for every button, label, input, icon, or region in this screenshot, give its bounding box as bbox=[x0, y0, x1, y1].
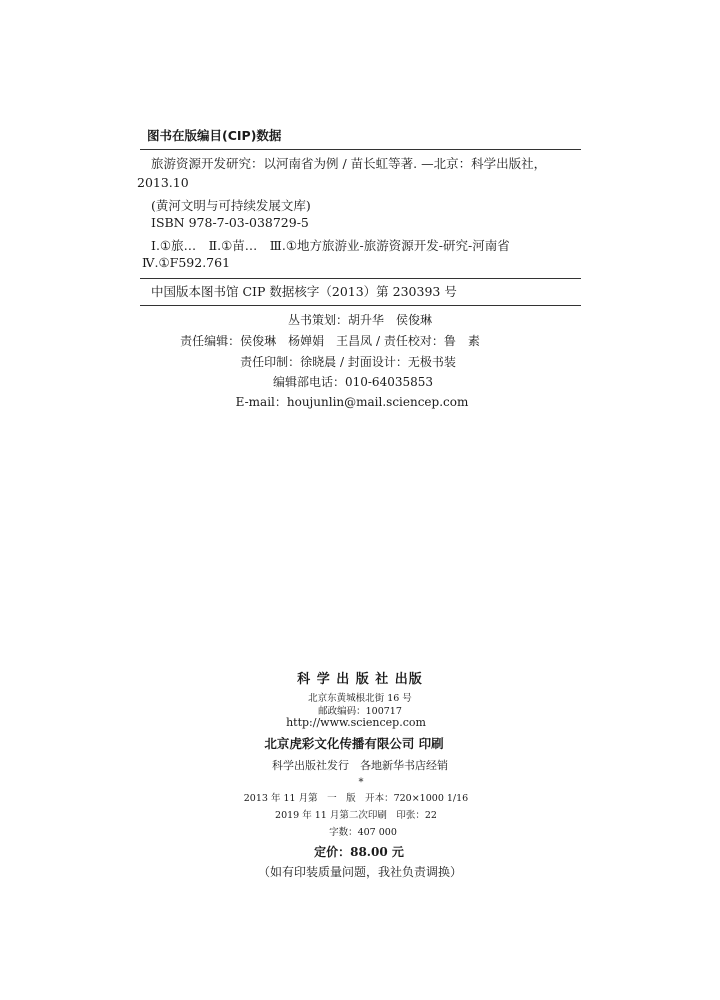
series-planning-credit: 丛书策划：胡升华 侯俊琳 bbox=[287, 313, 432, 327]
cip-date-line: 2013.10 bbox=[137, 175, 189, 190]
cip-top-rule bbox=[140, 149, 581, 150]
cip-core-data-number: 中国版本图书馆 CIP 数据核字（2013）第 230393 号 bbox=[151, 284, 457, 299]
cip-bottom-rule bbox=[140, 305, 581, 306]
publisher-postcode: 邮政编码：100717 bbox=[318, 706, 402, 717]
printer-name: 北京虎彩文化传播有限公司 印刷 bbox=[264, 736, 444, 751]
cip-classification-number: Ⅳ.①F592.761 bbox=[142, 255, 231, 270]
edition-line: 2013 年 11 月第 一 版 开本：720×1000 1/16 bbox=[243, 793, 469, 804]
cip-middle-rule bbox=[140, 278, 581, 279]
separator-asterisk: * bbox=[358, 777, 364, 788]
production-credit: 责任印制：徐晓晨 / 封面设计：无极书装 bbox=[240, 355, 456, 369]
cip-isbn-line: ISBN 978-7-03-038729-5 bbox=[151, 215, 309, 230]
exchange-note: （如有印装质量问题，我社负责调换） bbox=[257, 865, 462, 879]
publisher-url: http://www.sciencep.com bbox=[286, 716, 426, 729]
printing-line: 2019 年 11 月第二次印刷 印张：22 bbox=[275, 810, 437, 821]
publisher-name: 科 学 出 版 社 出版 bbox=[297, 672, 423, 687]
cip-series-line: (黄河文明与可持续发展文库) bbox=[151, 198, 311, 213]
cip-title-line: 旅游资源开发研究：以河南省为例 / 苗长虹等著. —北京：科学出版社， bbox=[151, 156, 547, 171]
publisher-address: 北京东黄城根北街 16 号 bbox=[308, 693, 412, 704]
editorial-email: E-mail：houjunlin@mail.sciencep.com bbox=[235, 395, 469, 409]
distribution-line: 科学出版社发行 各地新华书店经销 bbox=[272, 759, 448, 772]
editors-credit: 责任编辑：侯俊琳 杨婵娟 王昌凤 / 责任校对：鲁 素 bbox=[180, 334, 480, 348]
editorial-phone: 编辑部电话：010-64035853 bbox=[272, 375, 434, 389]
cip-classification-line: Ⅰ.①旅… Ⅱ.①苗… Ⅲ.①地方旅游业-旅游资源开发-研究-河南省 bbox=[151, 238, 510, 253]
price: 定价：88.00 元 bbox=[314, 845, 404, 859]
word-count: 字数：407 000 bbox=[329, 827, 397, 838]
cip-heading: 图书在版编目(CIP)数据 bbox=[147, 128, 282, 143]
